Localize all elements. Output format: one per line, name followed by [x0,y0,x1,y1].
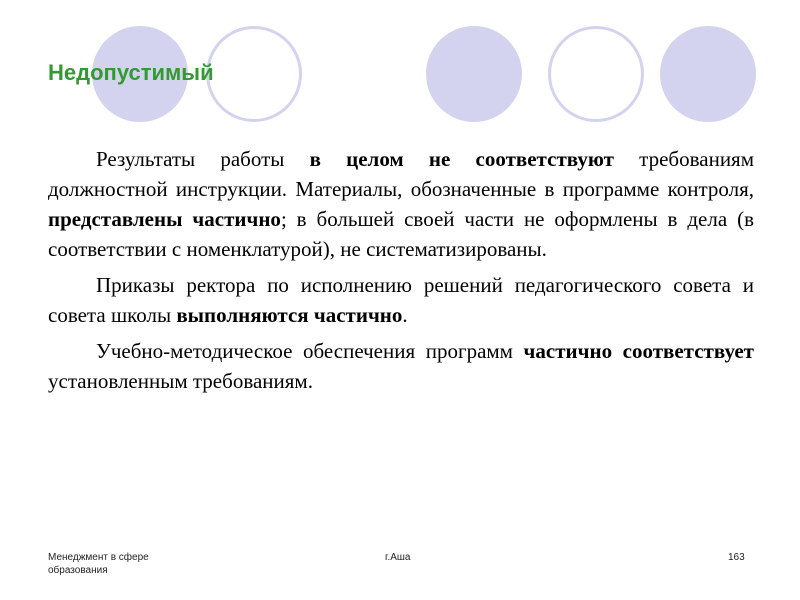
slide-body [48,144,754,402]
footer-location: г.Аша [385,552,411,563]
paragraph-1 [48,144,754,264]
text-run: . [402,303,408,327]
footer-course: Менеджмент в сфере образования [48,552,149,576]
text-run-bold: в целом не соответствуют [309,147,614,171]
decor-circle-outline [548,26,644,122]
text-run: Приказы ректора по исполнению решений педагогического совета и совета школы [48,273,754,327]
paragraph-3 [48,336,754,396]
text-run: Результаты работы [96,147,310,171]
text-run: требованиям должностной инструкции. Материалы, обозначенные в программе контроля, [48,147,755,201]
decor-circle-outline [206,26,302,122]
text-run-bold: выполняются частично [176,303,403,327]
footer-page-number: 163 [728,552,745,563]
decor-circle-filled [660,26,756,122]
text-run: установленным требованиям. [48,369,313,393]
decor-circle-filled [426,26,522,122]
slide-title: Недопустимый [48,60,214,85]
text-run-bold: частично соответствует [523,339,754,363]
text-run-bold: представлены частично [48,207,281,231]
paragraph-2 [48,270,754,330]
text-run: ; в большей своей части не оформлены в дела (в соответствии с номенклатурой), не систематизированы. [48,207,754,261]
text-run: Учебно-методическое обеспечения программ [96,339,524,363]
